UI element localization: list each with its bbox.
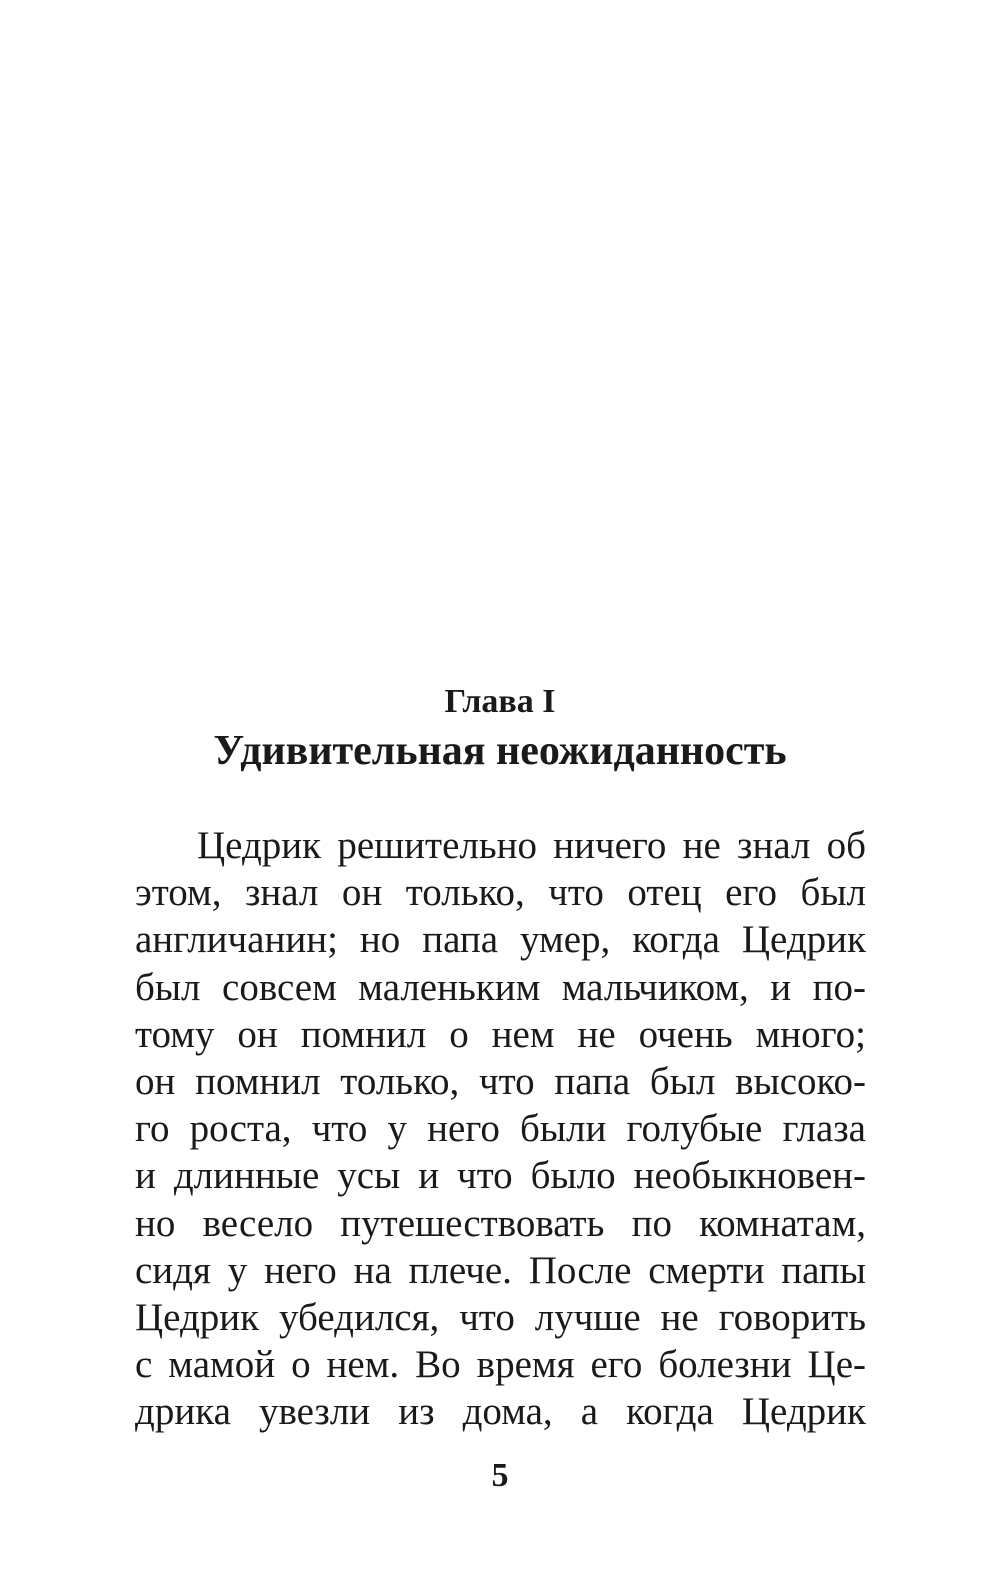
chapter-number: Глава I bbox=[444, 683, 556, 720]
text-line: был совсем маленьким мальчиком, и по- bbox=[135, 965, 866, 1009]
text-line: го роста, что у него были голубые глаза bbox=[135, 1107, 866, 1151]
text-line: но весело путешествовать по комнатам, bbox=[135, 1201, 866, 1245]
text-line: Цедрик решительно ничего не знал об bbox=[197, 824, 866, 867]
text-line: этом, знал он только, что отец его был bbox=[135, 871, 866, 915]
page-number: 5 bbox=[491, 1457, 509, 1494]
body-text bbox=[135, 822, 866, 1435]
text-line: с мамой о нем. Во время его болезни Це- bbox=[135, 1343, 866, 1387]
text-line: и длинные усы и что было необыкновен- bbox=[135, 1154, 866, 1198]
text-line: дрика увезли из дома, а когда Цедрик bbox=[135, 1390, 866, 1434]
chapter-title: Удивительная неожиданность bbox=[213, 728, 787, 774]
text-line: англичанин; но папа умер, когда Цедрик bbox=[135, 918, 866, 962]
text-line: он помнил только, что папа был высоко- bbox=[135, 1059, 866, 1103]
text-line: Цедрик убедился, что лучше не говорить bbox=[135, 1295, 866, 1339]
text-line: тому он помнил о нем не очень много; bbox=[135, 1012, 866, 1056]
text-line: сидя у него на плече. После смерти папы bbox=[135, 1248, 866, 1292]
